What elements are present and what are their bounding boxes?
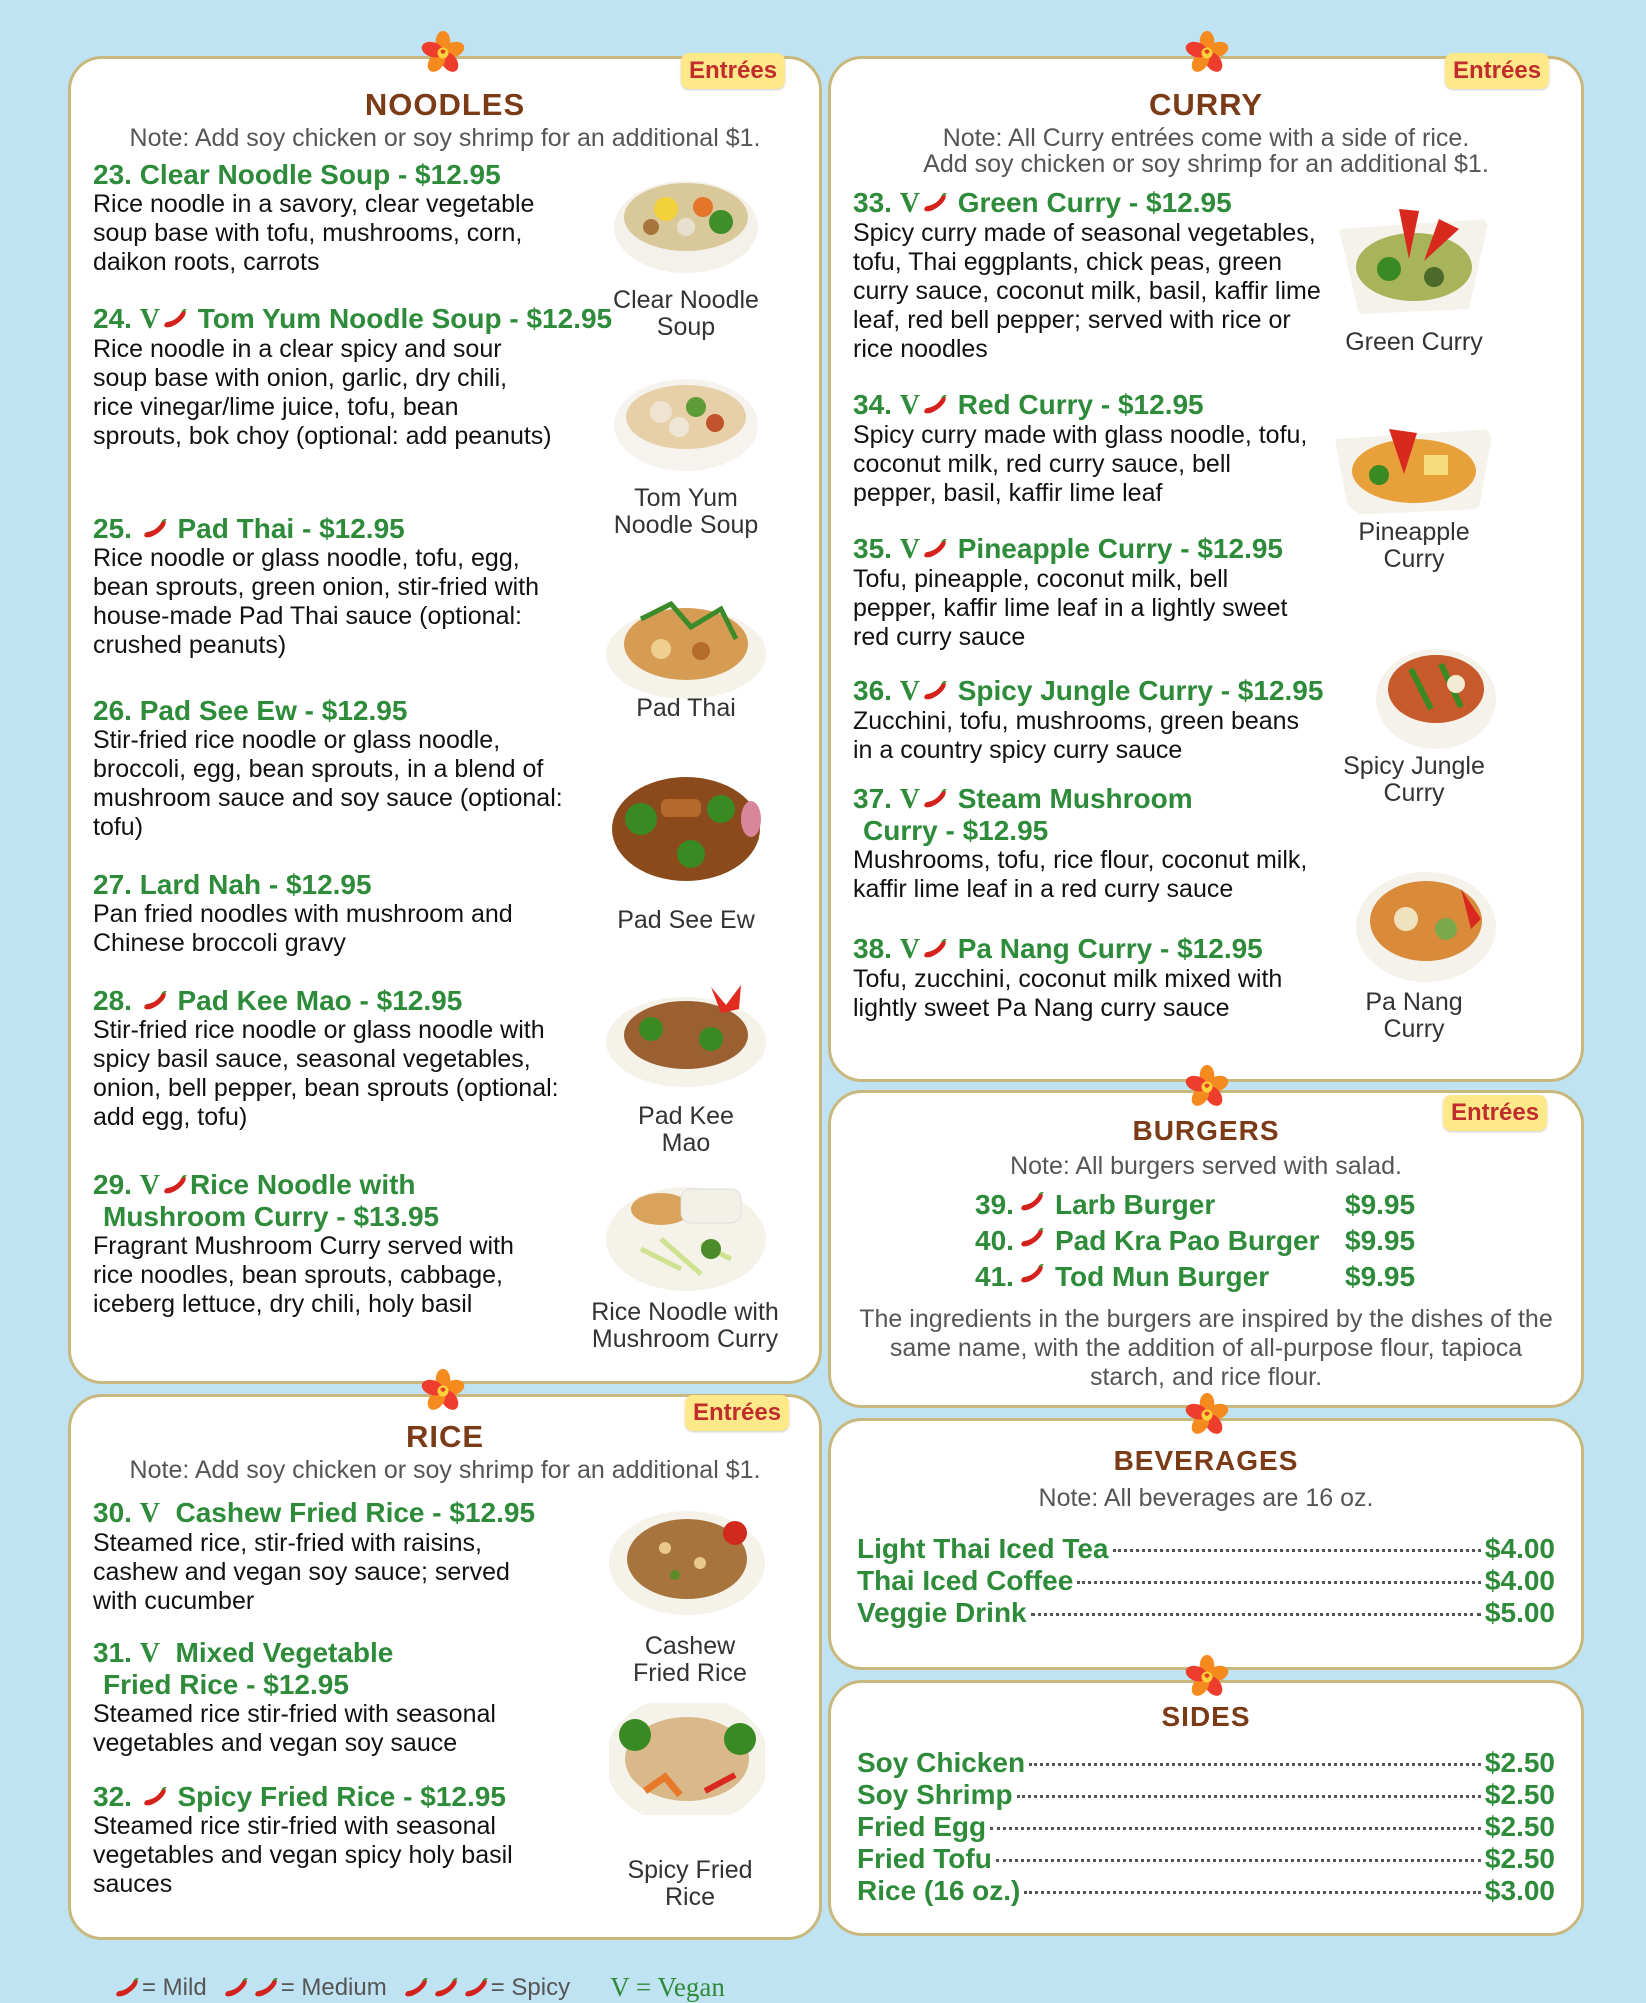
item-description: Mushrooms, tofu, rice flour, coconut milk, kaffir lime leaf in a red curry sauce	[853, 846, 1308, 903]
item-price: $3.00	[1484, 1875, 1555, 1906]
item-name: Pad Kra Pao Burger	[1055, 1225, 1320, 1256]
chili-icon	[920, 937, 950, 961]
item-name: Light Thai Iced Tea	[857, 1533, 1109, 1564]
pad-kee-mao-photo	[601, 967, 771, 1097]
chili-icon	[140, 1785, 170, 1809]
item-price: $2.50	[1484, 1779, 1555, 1810]
pa-nang-curry-photo	[1351, 859, 1501, 989]
leader-dots	[1113, 1549, 1481, 1552]
chili-icon	[140, 989, 170, 1013]
burgers-footnote: The ingredients in the burgers are inspired by the dishes of the same name, with the addition of all-purpose flour, tapioca starch, and rice flour.	[859, 1305, 1553, 1391]
menu-item-24	[93, 303, 693, 451]
chili-icon	[160, 1173, 190, 1197]
item-name: Fried Egg	[857, 1811, 987, 1842]
caption-cashew-fried-rice: Cashew Fried Rice	[633, 1632, 747, 1687]
item-price: $9.95	[1345, 1225, 1416, 1256]
flower-logo-icon	[1184, 1654, 1230, 1700]
item-name: Veggie Drink	[857, 1597, 1027, 1628]
pineapple-curry-photo	[1329, 399, 1499, 529]
legend-medium: = Medium	[280, 1973, 387, 2001]
chili-icon	[1017, 1190, 1047, 1214]
item-title: Green Curry - $12.95	[957, 187, 1232, 218]
item-description: Rice noodle or glass noodle, tofu, egg, bean sprouts, green onion, stir-fried with house-made Pad Thai sauce (optional: crushed peanuts)	[93, 544, 540, 659]
item-description: Rice noodle in a clear spicy and sour soup base with onion, garlic, dry chili, rice vinegar/lime juice, tofu, bean sprouts, bok choy (optional: add peanuts)	[93, 335, 552, 450]
caption-clear-noodle-soup: Clear Noodle Soup	[613, 286, 759, 341]
leader-dots	[1031, 1613, 1481, 1616]
cashew-fried-rice-photo	[605, 1493, 769, 1623]
item-number: 36.	[853, 675, 892, 706]
chili-icon	[920, 537, 950, 561]
item-number: 29.	[93, 1169, 132, 1200]
item-number: 38.	[853, 933, 892, 964]
menu-item-37	[853, 783, 1353, 904]
vegan-icon: V	[139, 1170, 160, 1201]
section-title-sides: SIDES	[1161, 1701, 1251, 1732]
menu-item-23	[93, 159, 613, 277]
menu-item-33	[853, 187, 1353, 364]
chili-icon	[401, 1976, 431, 2000]
curry-panel	[828, 56, 1584, 1082]
item-price: $2.50	[1484, 1811, 1555, 1842]
item-title: 26. Pad See Ew - $12.95	[93, 695, 408, 726]
chili-icon	[920, 787, 950, 811]
item-description: Tofu, pineapple, coconut milk, bell pepper, kaffir lime leaf in a lightly sweet red curry sauce	[853, 565, 1288, 651]
pad-thai-photo	[601, 579, 771, 709]
side-row	[857, 1875, 1555, 1906]
chili-icon	[431, 1976, 461, 2000]
menu-item-38	[853, 933, 1353, 1023]
menu-item-34	[853, 389, 1353, 508]
burger-row-41	[975, 1261, 1415, 1292]
menu-item-32	[93, 1781, 613, 1899]
beverage-row	[857, 1533, 1555, 1564]
item-description: Spicy curry made of seasonal vegetables, tofu, Thai eggplants, chick peas, green curry sauce, coconut milk, basil, kaffir lime leaf, red bell pepper; served with rice or rice noodles	[853, 219, 1321, 363]
vegan-icon: V	[139, 304, 160, 335]
caption-tom-yum-noodle-soup: Tom Yum Noodle Soup	[613, 484, 759, 539]
section-title-noodles: NOODLES	[364, 87, 526, 122]
caption-pa-nang-curry: Pa Nang Curry	[1365, 988, 1463, 1043]
item-title-line2: Curry - $12.95	[863, 815, 1049, 846]
chili-icon	[461, 1976, 491, 2000]
item-number: 25.	[93, 513, 132, 544]
item-number: 39.	[975, 1189, 1014, 1220]
beverage-row	[857, 1565, 1555, 1596]
menu-item-26	[93, 695, 613, 842]
item-description: Rice noodle in a savory, clear vegetable soup base with tofu, mushrooms, corn, daikon roots, carrots	[93, 190, 535, 276]
burger-row-40	[975, 1225, 1415, 1256]
item-title-line2: Mushroom Curry - $13.95	[103, 1201, 440, 1232]
item-title: Red Curry - $12.95	[957, 389, 1204, 420]
item-description: Stir-fried rice noodle or glass noodle, broccoli, egg, bean sprouts, in a blend of mushroom sauce and soy sauce (optional: tofu)	[93, 726, 563, 841]
beverages-note: Note: All beverages are 16 oz.	[1038, 1484, 1374, 1512]
legend-spicy: = Spicy	[490, 1973, 571, 2001]
chili-icon	[221, 1976, 251, 2000]
item-price: $9.95	[1345, 1261, 1416, 1292]
menu-item-35	[853, 533, 1353, 652]
leader-dots	[1029, 1763, 1481, 1766]
item-number: 32.	[93, 1781, 132, 1812]
item-title: Spicy Jungle Curry - $12.95	[957, 675, 1324, 706]
side-row	[857, 1779, 1555, 1810]
entrees-tag: Entrées	[681, 53, 785, 89]
caption-pineapple-curry: Pineapple Curry	[1358, 518, 1470, 573]
item-title: Pad Kee Mao - $12.95	[177, 985, 463, 1016]
leader-dots	[990, 1827, 1481, 1830]
green-curry-photo	[1329, 189, 1499, 329]
flower-logo-icon	[1184, 30, 1230, 76]
item-title: Pa Nang Curry - $12.95	[957, 933, 1263, 964]
item-title: Pineapple Curry - $12.95	[957, 533, 1283, 564]
item-title: Spicy Fried Rice - $12.95	[177, 1781, 506, 1812]
flower-logo-icon	[1184, 1064, 1230, 1110]
tom-yum-noodle-soup-photo	[611, 367, 761, 477]
chili-icon	[251, 1976, 281, 2000]
item-title: 23. Clear Noodle Soup - $12.95	[93, 159, 501, 190]
caption-pad-see-ew: Pad See Ew	[617, 906, 755, 934]
noodles-note: Note: Add soy chicken or soy shrimp for an additional $1.	[129, 124, 761, 152]
item-description: Steamed rice, stir-fried with raisins, cashew and vegan soy sauce; served with cucumber	[93, 1529, 510, 1615]
leader-dots	[1017, 1795, 1481, 1798]
leader-dots	[996, 1859, 1481, 1862]
item-number: 33.	[853, 187, 892, 218]
section-title-burgers: BURGERS	[1132, 1115, 1280, 1146]
item-price: $4.00	[1484, 1565, 1555, 1596]
caption-green-curry: Green Curry	[1345, 328, 1483, 356]
noodles-panel	[68, 56, 822, 1384]
item-name: Larb Burger	[1055, 1189, 1216, 1220]
item-name: Soy Chicken	[857, 1747, 1026, 1778]
vegan-icon: V	[899, 934, 920, 965]
caption-spicy-fried-rice: Spicy Fried Rice	[627, 1856, 753, 1911]
rice-noodle-mushroom-curry-photo	[601, 1159, 771, 1299]
vegan-icon: V	[899, 534, 920, 565]
chili-icon	[920, 393, 950, 417]
rice-note: Note: Add soy chicken or soy shrimp for an additional $1.	[129, 1456, 761, 1484]
item-number: 28.	[93, 985, 132, 1016]
item-description: Steamed rice stir-fried with seasonal vegetables and vegan soy sauce	[93, 1700, 496, 1757]
clear-noodle-soup-photo	[611, 167, 761, 277]
menu-item-29	[93, 1169, 613, 1319]
item-description: Pan fried noodles with mushroom and Chinese broccoli gravy	[93, 900, 513, 957]
chili-icon	[160, 307, 190, 331]
vegan-icon: V	[899, 676, 920, 707]
rice-panel	[68, 1394, 822, 1940]
item-name: Rice (16 oz.)	[857, 1875, 1021, 1906]
menu-item-31	[93, 1637, 613, 1758]
chili-icon	[920, 191, 950, 215]
item-title: Tom Yum Noodle Soup - $12.95	[197, 303, 613, 334]
item-description: Fragrant Mushroom Curry served with rice noodles, bean sprouts, cabbage, iceberg lettuce, dry chili, holy basil	[93, 1232, 514, 1318]
item-name: Tod Mun Burger	[1055, 1261, 1270, 1292]
flower-logo-icon	[420, 30, 466, 76]
legend-mild: = Mild	[142, 1973, 207, 2001]
item-price: $5.00	[1484, 1597, 1555, 1628]
curry-note-line1: Note: All Curry entrées come with a side of rice.	[942, 124, 1470, 152]
entrees-tag: Entrées	[685, 1395, 789, 1431]
section-title-beverages: BEVERAGES	[1113, 1445, 1299, 1476]
vegan-icon: V	[899, 390, 920, 421]
caption-rice-noodle-mushroom-curry: Rice Noodle with Mushroom Curry	[591, 1298, 779, 1353]
entrees-tag: Entrées	[1443, 1095, 1547, 1131]
burgers-panel	[828, 1090, 1584, 1408]
item-price: $2.50	[1484, 1843, 1555, 1874]
beverages-panel	[828, 1418, 1584, 1670]
spicy-jungle-curry-photo	[1371, 629, 1501, 759]
item-name: Fried Tofu	[857, 1843, 992, 1874]
vegan-icon: V	[899, 784, 920, 815]
section-title-curry: CURRY	[1148, 87, 1264, 122]
item-description: Tofu, zucchini, coconut milk mixed with lightly sweet Pa Nang curry sauce	[853, 965, 1283, 1022]
item-number: 30.	[93, 1497, 132, 1528]
chili-icon	[1017, 1226, 1047, 1250]
caption-pad-kee-mao: Pad Kee Mao	[638, 1102, 734, 1157]
item-title: Rice Noodle with	[189, 1169, 416, 1200]
leader-dots	[1024, 1891, 1481, 1894]
side-row	[857, 1843, 1555, 1874]
item-title: 27. Lard Nah - $12.95	[93, 869, 372, 900]
flower-logo-icon	[1184, 1392, 1230, 1438]
vegan-icon: V	[139, 1498, 160, 1529]
beverage-row	[857, 1597, 1555, 1628]
item-name: Thai Iced Coffee	[857, 1565, 1074, 1596]
item-name: Soy Shrimp	[857, 1779, 1013, 1810]
chili-icon	[112, 1976, 142, 2000]
item-number: 37.	[853, 783, 892, 814]
item-number: 35.	[853, 533, 892, 564]
item-price: $4.00	[1484, 1533, 1555, 1564]
section-title-rice: RICE	[405, 1419, 485, 1454]
item-number: 24.	[93, 303, 132, 334]
menu-item-28	[93, 985, 613, 1132]
menu-item-30	[93, 1497, 613, 1616]
caption-pad-thai: Pad Thai	[636, 694, 736, 722]
chili-icon	[140, 517, 170, 541]
item-price: $9.95	[1345, 1189, 1416, 1220]
item-price: $2.50	[1484, 1747, 1555, 1778]
leader-dots	[1077, 1581, 1481, 1584]
vegan-icon: V	[139, 1638, 160, 1669]
spicy-fried-rice-photo	[605, 1695, 769, 1825]
item-description: Steamed rice stir-fried with seasonal vegetables and vegan spicy holy basil sauces	[93, 1812, 513, 1898]
entrees-tag: Entrées	[1445, 53, 1549, 89]
item-number: 34.	[853, 389, 892, 420]
menu-item-27	[93, 869, 613, 958]
item-number: 41.	[975, 1261, 1014, 1292]
menu-item-25	[93, 513, 613, 660]
item-description: Spicy curry made with glass noodle, tofu, coconut milk, red curry sauce, bell pepper, basil, kaffir lime leaf	[853, 421, 1308, 507]
chili-icon	[920, 679, 950, 703]
sides-panel	[828, 1680, 1584, 1936]
burger-row-39	[975, 1189, 1415, 1220]
item-title: Cashew Fried Rice - $12.95	[175, 1497, 536, 1528]
vegan-icon: V	[899, 188, 920, 219]
item-description: Stir-fried rice noodle or glass noodle with spicy basil sauce, seasonal vegetables, onion, bell pepper, bean sprouts (optional: add egg, tofu)	[93, 1016, 559, 1131]
chili-icon	[1017, 1262, 1047, 1286]
item-title-line2: Fried Rice - $12.95	[103, 1669, 349, 1700]
item-number: 31.	[93, 1637, 132, 1668]
pad-see-ew-photo	[601, 759, 771, 889]
burgers-note: Note: All burgers served with salad.	[1010, 1152, 1402, 1180]
spice-legend	[112, 1972, 725, 2003]
caption-spicy-jungle-curry: Spicy Jungle Curry	[1343, 752, 1485, 807]
legend-vegan: V = Vegan	[610, 1972, 725, 2002]
item-title: Mixed Vegetable	[175, 1637, 394, 1668]
side-row	[857, 1811, 1555, 1842]
curry-note-line2: Add soy chicken or soy shrimp for an additional $1.	[923, 150, 1489, 178]
item-description: Zucchini, tofu, mushrooms, green beans in a country spicy curry sauce	[853, 707, 1300, 764]
item-title: Steam Mushroom	[957, 783, 1193, 814]
item-number: 40.	[975, 1225, 1014, 1256]
flower-logo-icon	[420, 1368, 466, 1414]
menu-item-36	[853, 675, 1373, 765]
item-title: Pad Thai - $12.95	[177, 513, 405, 544]
side-row	[857, 1747, 1555, 1778]
